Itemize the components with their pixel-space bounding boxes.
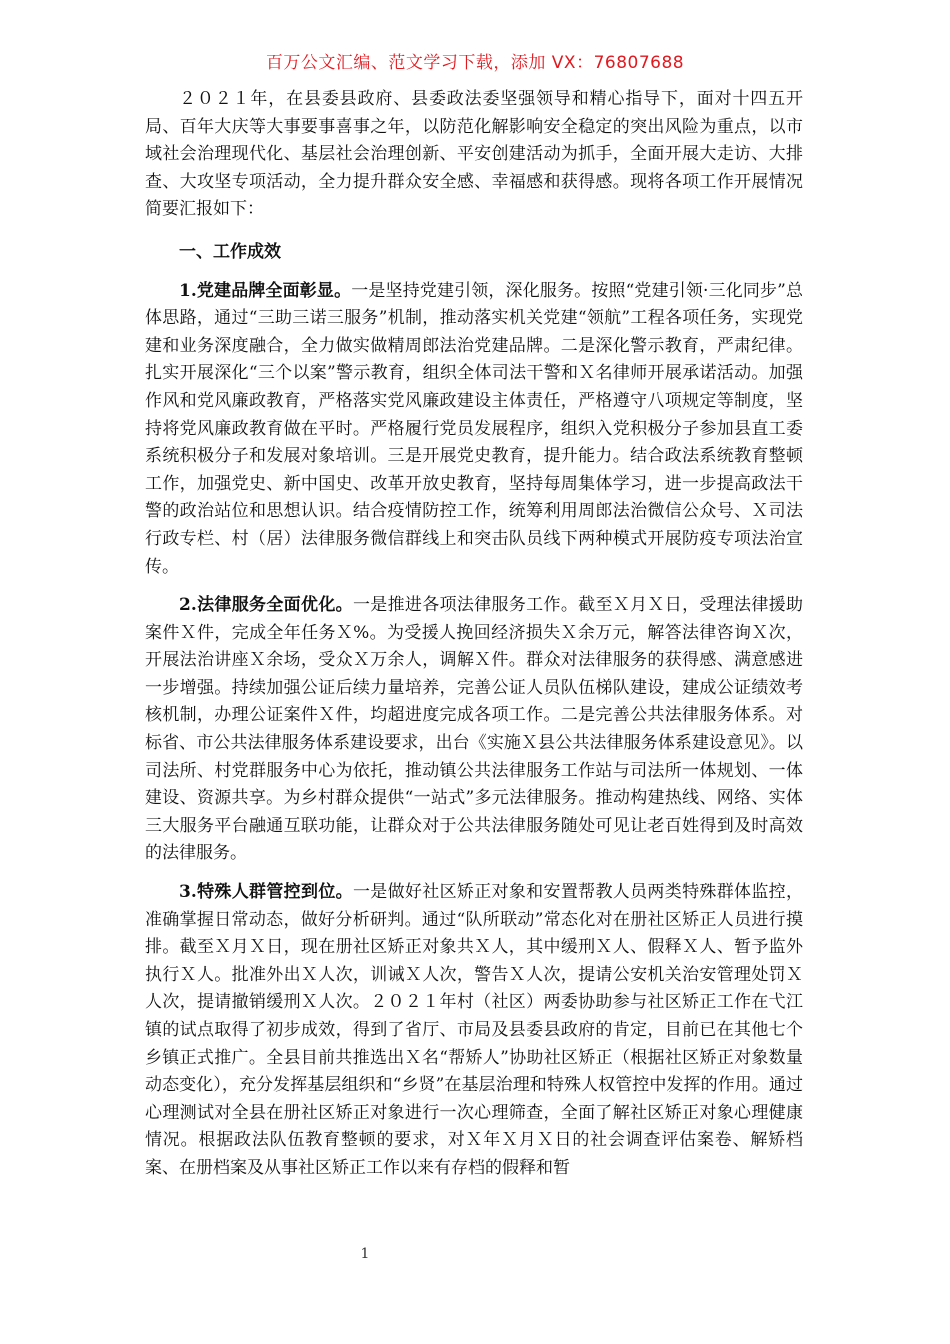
section-heading: 一、工作成效 (179, 241, 281, 262)
paragraph-text: 一是坚持党建引领，深化服务。按照“党建引领·三化同步”总体思路，通过“三助三诺三服务”机制，推动落实机关党建“领航”工程各项任务，实现党建和业务深度融合，全力做实做精周郎法治党建品牌。二是深化警示教育，严肃纪律。扎实开展深化“三个以案”警示教育，组织全体司法干警和Ｘ名律师开展承诺活动。加强作风和党风廉政教育，严格落实党风廉政建设主体责任，严格遵守八项规定等制度，坚持将党风廉政教育做在平时。严格履行党员发展程序，组织入党积极分子参加县直工委系统积极分子和发展对象培训。三是开展党史教育，提升能力。结合政法系统教育整顿工作，加强党史、新中国史、改革开放史教育，坚持每周集体学习，进一步提高政法干警的政治站位和思想认识。结合疫情防控工作，统筹利用周郎法治微信公众号、Ｘ司法行政专栏、村（居）法律服务微信群线上和突击队员线下两种模式开展防疫专项法治宣传。 (145, 280, 803, 577)
paragraph-lead: 1.党建品牌全面彰显。 (179, 280, 352, 301)
page-number: 1 (360, 1246, 370, 1262)
watermark-header: 百万公文汇编、范文学习下载，添加 VX：76807688 (265, 53, 685, 73)
paragraph-lead: 2.法律服务全面优化。 (179, 595, 353, 616)
paragraph-text: 一是做好社区矫正对象和安置帮教人员两类特殊群体监控，准确掌握日常动态，做好分析研判。通过“队所联动”常态化对在册社区矫正人员进行摸排。截至Ｘ月Ｘ日，现在册社区矫正对象共Ｘ人，其中缓刑Ｘ人、假释Ｘ人、暂予监外执行Ｘ人。批准外出Ｘ人次，训诫Ｘ人次，警告Ｘ人次，提请公安机关治安管理处罚Ｘ人次，提请撤销缓刑Ｘ人次。２０２１年村（社区）两委协助参与社区矫正工作在弋江镇的试点取得了初步成效，得到了省厅、市局及县委县政府的肯定，目前已在其他七个乡镇正式推广。全县目前共推选出Ｘ名“帮矫人”协助社区矫正（根据社区矫正对象数量动态变化），充分发挥基层组织和“乡贤”在基层治理和特殊人权管控中发挥的作用。通过心理测试对全县在册社区矫正对象进行一次心理筛查，全面了解社区矫正对象心理健康情况。根据政法队伍教育整顿的要求，对Ｘ年Ｘ月Ｘ日的社会调查评估案卷、解矫档案、在册档案及从事社区矫正工作以来有存档的假释和暂 (145, 882, 804, 1178)
paragraph-legal-services (145, 592, 803, 868)
paragraph-text: 一是推进各项法律服务工作。截至Ｘ月Ｘ日，受理法律援助案件Ｘ件，完成全年任务Ｘ%。为受援人挽回经济损失Ｘ余万元，解答法律咨询Ｘ次，开展法治讲座Ｘ余场，受众Ｘ万余人，调解Ｘ件。群众对法律服务的获得感、满意感进一步增强。持续加强公证后续力量培养，完善公证人员队伍梯队建设，建成公证绩效考核机制，办理公证案件Ｘ件，均超进度完成各项工作。二是完善公共法律服务体系。对标省、市公共法律服务体系建设要求，出台《实施Ｘ县公共法律服务体系建设意见》。以司法所、村党群服务中心为依托，推动镇公共法律服务工作站与司法所一体规划、一体建设、资源共享。为乡村群众提供“一站式”多元法律服务。推动构建热线、网络、实体三大服务平台融通互联功能，让群众对于公共法律服务随处可见让老百姓得到及时高效的法律服务。 (145, 595, 804, 864)
intro-paragraph: ２０２１年，在县委县政府、县委政法委坚强领导和精心指导下，面对十四五开局、百年大庆等大事要事喜事之年，以防范化解影响安全稳定的突出风险为重点，以市域社会治理现代化、基层社会治理创新、平安创建活动为抓手，全面开展大走访、大排查、大攻坚专项活动，全力提升群众安全感、幸福感和获得感。现将各项工作开展情况简要汇报如下： (145, 89, 803, 220)
document-body (145, 86, 803, 1183)
paragraph-party-building (145, 278, 803, 582)
paragraph-special-groups (145, 879, 803, 1183)
paragraph-lead: 3.特殊人群管控到位。 (179, 882, 353, 903)
